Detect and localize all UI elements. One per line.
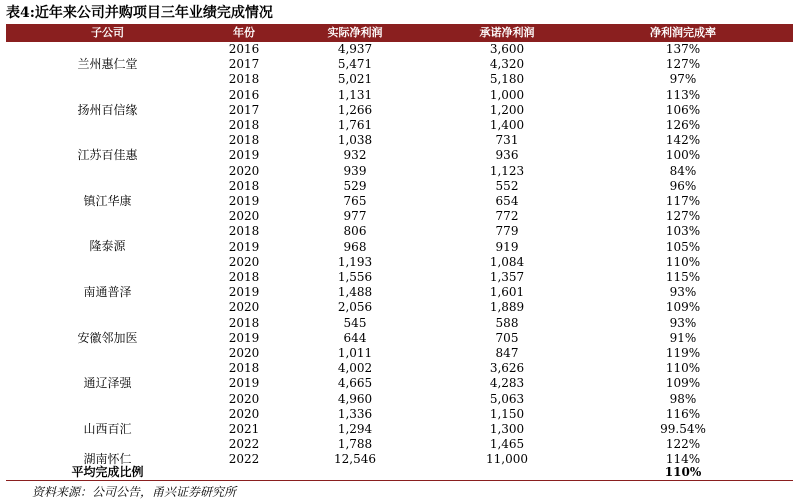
year-cell: 2017 [228,102,260,117]
company-name: 扬州百信缘 [77,102,138,117]
promised-profit-cell: 1,601 [489,285,525,300]
completion-rate-cell: 93% [669,315,697,330]
table-title: 表4:近年来公司并购项目三年业绩完成情况 [6,5,273,21]
bottom-rule [6,480,793,481]
actual-profit-cell: 2,056 [337,300,373,315]
completion-rate-cell: 119% [665,346,701,360]
actual-profit-cell: 1,556 [337,270,373,284]
company-name: 兰州惠仁堂 [77,57,138,71]
completion-rate-cell: 109% [665,376,701,391]
year-cell: 2019 [228,194,260,208]
year-cell: 2016 [228,42,260,56]
year-cell: 2022 [228,452,260,467]
completion-rate-cell: 110% [665,254,701,269]
promised-profit-cell: 1,084 [489,254,525,269]
promised-profit-cell: 4,283 [489,376,525,391]
completion-rate-cell: 105% [665,239,701,254]
company-name: 湖南怀仁 [83,452,132,467]
average-rate: 110% [664,465,702,479]
completion-rate-cell: 122% [665,437,701,452]
actual-profit-cell: 939 [343,163,367,178]
completion-rate-cell: 100% [665,148,701,163]
actual-profit-cell: 12,546 [334,452,376,467]
actual-profit-cell: 1,788 [337,437,373,452]
year-cell: 2019 [228,285,260,300]
promised-profit-cell: 731 [495,133,519,148]
promised-profit-cell: 779 [495,224,519,239]
promised-profit-cell: 552 [495,178,519,193]
promised-profit-cell: 1,300 [489,422,525,436]
year-cell: 2018 [228,315,260,330]
completion-rate-cell: 99.54% [660,422,706,436]
company-name: 江苏百佳惠 [77,148,138,163]
header-year: 年份 [233,26,255,39]
year-cell: 2020 [228,406,260,421]
actual-profit-cell: 1,294 [337,422,373,436]
year-cell: 2020 [228,163,260,178]
promised-profit-cell: 936 [495,148,519,163]
promised-profit-cell: 11,000 [486,452,528,467]
source-note: 资料来源：公司公告，甬兴证券研究所 [32,485,237,499]
actual-profit-cell: 5,021 [337,72,373,87]
table-body [6,42,793,482]
promised-profit-cell: 1,200 [489,102,525,117]
year-cell: 2018 [228,133,260,148]
actual-profit-cell: 1,761 [337,118,373,132]
year-cell: 2018 [228,361,260,376]
performance-table [6,24,793,482]
promised-profit-cell: 1,150 [489,406,525,421]
completion-rate-cell: 103% [665,224,701,239]
year-cell: 2019 [228,376,260,391]
year-cell: 2020 [228,300,260,315]
promised-profit-cell: 772 [495,209,519,224]
year-cell: 2018 [228,118,260,132]
completion-rate-cell: 106% [665,102,701,117]
year-cell: 2019 [228,330,260,345]
completion-rate-cell: 142% [665,133,701,148]
year-cell: 2019 [228,239,260,254]
completion-rate-cell: 98% [669,391,697,406]
actual-profit-cell: 1,488 [337,285,373,300]
year-cell: 2017 [228,57,260,72]
year-cell: 2020 [228,346,260,360]
promised-profit-cell: 1,465 [489,437,525,452]
completion-rate-cell: 110% [665,361,701,376]
actual-profit-cell: 545 [343,315,367,330]
completion-rate-cell: 126% [665,118,701,132]
promised-profit-cell: 1,123 [489,163,525,178]
completion-rate-cell: 117% [665,194,701,208]
promised-profit-cell: 3,626 [489,361,525,376]
actual-profit-cell: 5,471 [337,57,373,72]
year-cell: 2020 [228,254,260,269]
actual-profit-cell: 4,937 [337,42,373,56]
promised-profit-cell: 1,400 [489,118,525,132]
completion-rate-cell: 93% [669,285,697,300]
promised-profit-cell: 705 [495,330,519,345]
completion-rate-cell: 114% [665,452,701,467]
actual-profit-cell: 529 [343,178,367,193]
promised-profit-cell: 588 [495,315,519,330]
header-company: 子公司 [91,26,124,39]
year-cell: 2016 [228,87,260,102]
completion-rate-cell: 116% [665,406,701,421]
year-cell: 2020 [228,209,260,224]
completion-rate-cell: 91% [669,330,697,345]
actual-profit-cell: 932 [343,148,367,163]
year-cell: 2020 [228,391,260,406]
actual-profit-cell: 4,960 [337,391,373,406]
actual-profit-cell: 1,038 [337,133,373,148]
actual-profit-cell: 4,665 [337,376,373,391]
actual-profit-cell: 968 [343,239,367,254]
promised-profit-cell: 1,889 [489,300,525,315]
year-cell: 2018 [228,224,260,239]
completion-rate-cell: 115% [665,270,701,284]
company-name: 隆泰源 [89,239,126,254]
actual-profit-cell: 1,336 [337,406,373,421]
year-cell: 2018 [228,72,260,87]
actual-profit-cell: 806 [343,224,367,239]
completion-rate-cell: 109% [665,300,701,315]
actual-profit-cell: 644 [343,330,367,345]
completion-rate-cell: 84% [669,163,697,178]
year-cell: 2021 [228,422,260,436]
actual-profit-cell: 765 [343,194,367,208]
year-cell: 2018 [228,178,260,193]
company-name: 镇江华康 [83,193,132,208]
company-name: 南通普泽 [83,285,132,299]
completion-rate-cell: 127% [665,57,701,72]
completion-rate-cell: 113% [665,87,701,102]
actual-profit-cell: 1,131 [337,87,373,102]
completion-rate-cell: 127% [665,209,701,224]
promised-profit-cell: 3,600 [489,42,525,56]
promised-profit-cell: 654 [495,194,519,208]
year-cell: 2019 [228,148,260,163]
completion-rate-cell: 97% [669,72,697,87]
actual-profit-cell: 977 [343,209,367,224]
promised-profit-cell: 4,320 [489,57,525,72]
promised-profit-cell: 919 [495,239,519,254]
table-header [6,24,793,42]
promised-profit-cell: 847 [495,346,519,360]
average-row [6,464,793,480]
actual-profit-cell: 1,193 [337,254,373,269]
year-cell: 2022 [228,437,260,452]
company-name: 通辽泽强 [83,376,132,391]
promised-profit-cell: 5,180 [489,72,525,87]
actual-profit-cell: 1,266 [337,102,373,117]
actual-profit-cell: 4,002 [337,361,373,376]
company-name: 山西百汇 [83,421,132,436]
header-promised-profit: 承诺净利润 [479,26,535,39]
company-name: 安徽邻加医 [77,330,138,345]
average-label: 平均完成比例 [71,465,144,479]
year-cell: 2018 [228,270,260,284]
completion-rate-cell: 96% [669,178,697,193]
header-completion-rate: 净利润完成率 [650,26,716,39]
completion-rate-cell: 137% [665,42,701,56]
header-actual-profit: 实际净利润 [327,26,383,39]
promised-profit-cell: 1,000 [489,87,525,102]
promised-profit-cell: 1,357 [489,270,525,284]
actual-profit-cell: 1,011 [337,346,373,360]
promised-profit-cell: 5,063 [489,391,525,406]
